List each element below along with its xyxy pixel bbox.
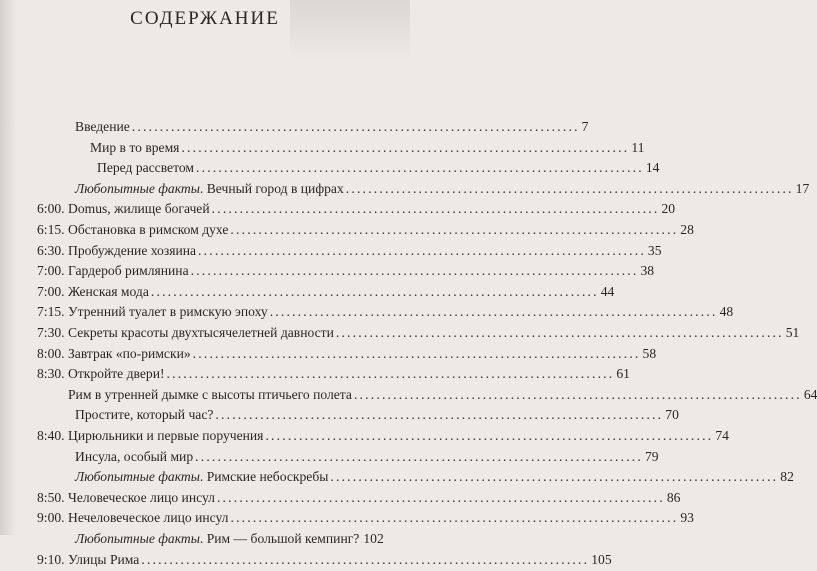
toc-entry-leader-dots: ................................................................................ <box>269 304 718 320</box>
toc-entry-leader-dots: ................................................................................ <box>181 139 630 155</box>
toc-entry <box>0 549 612 571</box>
toc-entry-leader-dots: ................................................................................ <box>265 428 714 443</box>
toc-entry-title <box>68 487 215 509</box>
page-title: СОДЕРЖАНИЕ <box>130 8 280 29</box>
toc-entry-label <box>75 404 679 426</box>
toc-entry-time: 7:30. <box>37 325 65 340</box>
toc-entry-leader-dots: ................................................................................ <box>195 448 643 464</box>
toc-entry-time: 6:30. <box>37 242 65 258</box>
toc-entry-text: Инсула, особый мир <box>75 448 194 464</box>
toc-entry-label <box>68 549 612 571</box>
toc-entry-text: Утренний туалет в римскую эпоху <box>68 304 268 320</box>
toc-entry <box>0 260 655 282</box>
toc-entry-text: Обстановка в римском духе <box>68 222 229 237</box>
toc-entry <box>0 507 694 529</box>
toc-entry <box>0 487 681 509</box>
toc-entry-time: 8:30. <box>37 366 65 382</box>
toc-entry-label <box>68 384 817 406</box>
toc-entry-text: Domus, жилище богачей <box>68 201 210 217</box>
toc-entry-text: Перед рассветом <box>97 160 194 176</box>
toc-entry-title <box>68 363 165 385</box>
toc-entry-page-number: 38 <box>640 263 655 279</box>
toc-entry-label <box>97 157 660 179</box>
toc-entry-title <box>68 198 210 220</box>
toc-entry-label <box>68 260 655 282</box>
toc-entry-leader-dots: ................................................................................ <box>215 407 664 423</box>
toc-entry-text: Пробуждение хозяина <box>68 242 197 258</box>
toc-entry-label <box>75 528 383 550</box>
toc-entry <box>0 116 589 138</box>
toc-entry-title <box>68 240 196 262</box>
toc-entry <box>0 198 676 220</box>
toc-entry-page-number: 44 <box>600 283 615 299</box>
toc-entry-page-number: 58 <box>642 345 657 361</box>
toc-entry-text: Цирюльники и первые поручения <box>68 428 264 443</box>
toc-entry <box>0 343 657 365</box>
toc-entry-page-number: 17 <box>795 180 810 196</box>
toc-entry <box>0 219 694 241</box>
toc-entry-time: 8:00. <box>37 345 65 361</box>
toc-entry-title <box>68 301 268 323</box>
toc-entry-title <box>68 343 191 365</box>
toc-entry <box>0 281 615 303</box>
toc-entry-text: Секреты красоты двухтысячелетней давности <box>68 325 334 340</box>
toc-entry-rubric: Любопытные факты <box>75 469 200 485</box>
toc-entry-time: 7:00. <box>37 263 65 279</box>
toc-entry <box>0 466 794 488</box>
toc-entry-text: . Рим — большой кемпинг? <box>199 531 360 546</box>
toc-entry-label <box>68 301 734 323</box>
toc-entry <box>0 240 662 262</box>
toc-entry <box>0 528 410 550</box>
toc-entry-text: Мир в то время <box>90 139 180 155</box>
toc-entry <box>0 178 810 200</box>
toc-entry-text: Гардероб римлянина <box>68 263 189 279</box>
toc-entry <box>0 404 679 426</box>
toc-entry-leader-dots: ................................................................................ <box>211 201 660 217</box>
toc-entry-title <box>75 446 193 468</box>
toc-entry-label <box>75 116 589 138</box>
toc-entry-page-number: 74 <box>715 428 729 443</box>
toc-entry-label <box>68 198 676 220</box>
toc-entry-text: Человеческое лицо инсул <box>68 489 215 505</box>
toc-entry-title <box>68 219 228 241</box>
toc-entry-time: 9:00. <box>37 510 65 526</box>
toc-entry-time: 8:40. <box>37 428 65 443</box>
toc-entry-label <box>68 322 800 344</box>
toc-entry-text: Женская мода <box>68 283 149 299</box>
toc-entry-leader-dots: ................................................................................ <box>230 222 679 237</box>
toc-entry-rubric: Любопытные факты <box>75 531 200 546</box>
toc-entry-text: . Вечный город в цифрах <box>199 180 344 196</box>
toc-entry-page-number: 28 <box>680 222 694 237</box>
toc-entry-title <box>68 384 352 406</box>
toc-entry-title <box>68 425 263 447</box>
toc-entry-leader-dots: ................................................................................ <box>345 180 794 196</box>
toc-entry-leader-dots: ................................................................................ <box>216 489 665 505</box>
toc-entry-page-number: 86 <box>666 489 681 505</box>
toc-entry-text: Завтрак «по-римски» <box>68 345 191 361</box>
toc-entry-page-number: 102 <box>363 531 384 546</box>
toc-entry-text: Нечеловеческое лицо инсул <box>68 510 229 526</box>
toc-entry-label <box>68 219 694 241</box>
toc-entry-page-number: 14 <box>645 160 660 176</box>
toc-entry-leader-dots: ................................................................................ <box>196 160 644 176</box>
toc-entry <box>0 322 800 344</box>
toc-entry-page-number: 48 <box>719 304 734 320</box>
toc-entry-time: 7:15. <box>37 304 65 320</box>
toc-entry-leader-dots: ................................................................................ <box>190 263 639 279</box>
toc-entry-title <box>68 322 334 344</box>
toc-entry-page-number: 82 <box>780 469 794 485</box>
toc-entry-leader-dots: ................................................................................ <box>166 366 615 382</box>
toc-entry <box>0 363 630 385</box>
toc-entry-title <box>75 528 359 550</box>
toc-entry-leader-dots: ................................................................................ <box>353 386 802 402</box>
toc-entry-page-number: 105 <box>591 551 612 567</box>
toc-entry <box>0 425 729 447</box>
toc-entry-leader-dots: ................................................................................ <box>330 469 779 485</box>
toc-entry-title <box>75 404 213 426</box>
toc-entry-page-number: 64 <box>803 386 817 402</box>
toc-entry-title <box>68 507 228 529</box>
toc-entry-title <box>75 466 328 488</box>
toc-entry-label <box>68 425 729 447</box>
toc-entry <box>0 137 645 159</box>
toc-entry-page-number: 7 <box>581 119 589 134</box>
toc-entry-page-number: 20 <box>661 201 676 217</box>
toc-entry-page-number: 70 <box>665 407 679 423</box>
toc-entry-label <box>90 137 645 159</box>
toc-entry-leader-dots: ................................................................................ <box>192 345 641 361</box>
toc-entry-leader-dots: ................................................................................ <box>335 325 784 340</box>
toc-entry-leader-dots: ................................................................................ <box>150 283 599 299</box>
toc-entry-leader-dots: ................................................................................ <box>131 119 580 134</box>
toc-entry-leader-dots: ................................................................................ <box>198 242 646 258</box>
toc-entry-title <box>90 137 179 159</box>
toc-entry <box>0 157 660 179</box>
toc-entry-time: 9:10. <box>37 551 65 567</box>
toc-entry-label <box>68 363 630 385</box>
toc-entry-page-number: 61 <box>616 366 630 382</box>
toc-entry-page-number: 79 <box>645 448 659 464</box>
toc-entry-time: 6:00. <box>37 201 65 217</box>
toc-entry-label <box>68 343 657 365</box>
toc-entry-title <box>75 178 344 200</box>
toc-entry-time: 7:00. <box>37 283 65 299</box>
toc-entry-time: 6:15. <box>37 222 65 237</box>
toc-entry-text: Откройте двери! <box>68 366 165 382</box>
toc-entry-label <box>75 178 810 200</box>
toc-entry-title <box>75 116 130 138</box>
toc-entry <box>0 301 734 323</box>
toc-entry-page-number: 93 <box>680 510 694 526</box>
toc-entry-page-number: 51 <box>785 325 800 340</box>
toc-entry-title <box>68 549 139 571</box>
toc-entry-time: 8:50. <box>37 489 65 505</box>
toc-entry-text: Введение <box>75 119 130 134</box>
toc-entry-label <box>68 281 615 303</box>
toc-entry-text: Улицы Рима <box>68 551 140 567</box>
toc-entry-label <box>75 446 659 468</box>
toc-entry-text: . Римские небоскребы <box>199 469 329 485</box>
toc-entry-text: Простите, который час? <box>75 407 214 423</box>
toc-entry-leader-dots: ................................................................................ <box>230 510 679 526</box>
toc-entry-title <box>97 157 194 179</box>
toc-entry-leader-dots: ................................................................................ <box>141 551 590 567</box>
toc-entry-text: Рим в утренней дымке с высоты птичьего полета <box>68 386 352 402</box>
toc-entry-label <box>68 240 662 262</box>
toc-entry-title <box>68 281 149 303</box>
toc-entry-label <box>68 507 694 529</box>
toc-entry-rubric: Любопытные факты <box>75 180 200 196</box>
toc-entry <box>0 446 659 468</box>
toc-entry-page-number: 35 <box>647 242 662 258</box>
toc-entry <box>0 384 817 406</box>
toc-entry-title <box>68 260 189 282</box>
toc-entry-label <box>68 487 681 509</box>
toc-entry-label <box>75 466 794 488</box>
toc-entry-page-number: 11 <box>631 139 645 155</box>
